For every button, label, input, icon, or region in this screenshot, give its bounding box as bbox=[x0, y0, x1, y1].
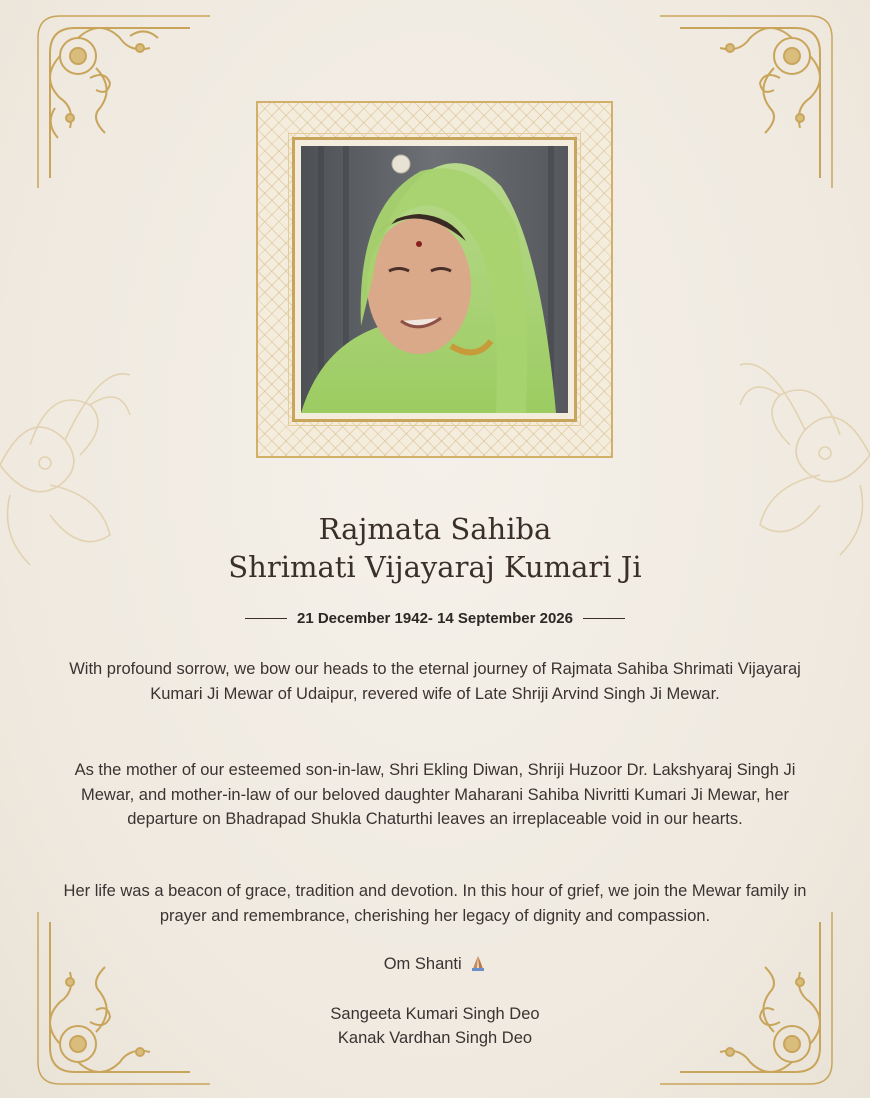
portrait-frame bbox=[256, 101, 613, 458]
closing-text: Om Shanti bbox=[383, 955, 462, 973]
name-line-2: Shrimati Vijayaraj Kumari Ji bbox=[228, 550, 642, 584]
life-dates-text: 21 December 1942- 14 September 2026 bbox=[296, 610, 573, 627]
corner-ornament-bottom-right bbox=[660, 902, 840, 1092]
life-dates bbox=[0, 610, 870, 627]
name-line-1: Rajmata Sahiba bbox=[318, 512, 552, 546]
corner-ornament-top-left bbox=[30, 8, 210, 198]
folded-hands-icon bbox=[470, 954, 486, 970]
signatory-2: Kanak Vardhan Singh Deo bbox=[337, 1029, 533, 1047]
portrait-inner-frame bbox=[292, 137, 577, 422]
divider-left bbox=[245, 618, 287, 619]
closing-line bbox=[50, 952, 820, 977]
corner-ornament-bottom-left bbox=[30, 902, 210, 1092]
paragraph-2: As the mother of our esteemed son-in-law, Shri Ekling Diwan, Shriji Huzoor Dr. Lakshyaraj Singh Ji Mewar, and mother-in-law of our beloved daughter Maharani Sahiba Nivritti Kumari Ji Mewar, her departure on Bhadrapad Shukla Chaturthi leaves an irreplaceable void in our hearts. bbox=[74, 761, 796, 828]
paragraph-1: With profound sorrow, we bow our heads to the eternal journey of Rajmata Sahiba Shrimati Vijayaraj Kumari Ji Mewar of Udaipur, revered wife of Late Shriji Arvind Singh Ji Mewar. bbox=[69, 660, 801, 703]
portrait-photo bbox=[301, 146, 568, 413]
signatory-1: Sangeeta Kumari Singh Deo bbox=[330, 1005, 540, 1023]
divider-right bbox=[583, 618, 625, 619]
corner-ornament-top-right bbox=[660, 8, 840, 198]
paragraph-3: Her life was a beacon of grace, tradition and devotion. In this hour of grief, we join the Mewar family in prayer and remembrance, cherishing her legacy of dignity and compassion. bbox=[63, 882, 807, 925]
